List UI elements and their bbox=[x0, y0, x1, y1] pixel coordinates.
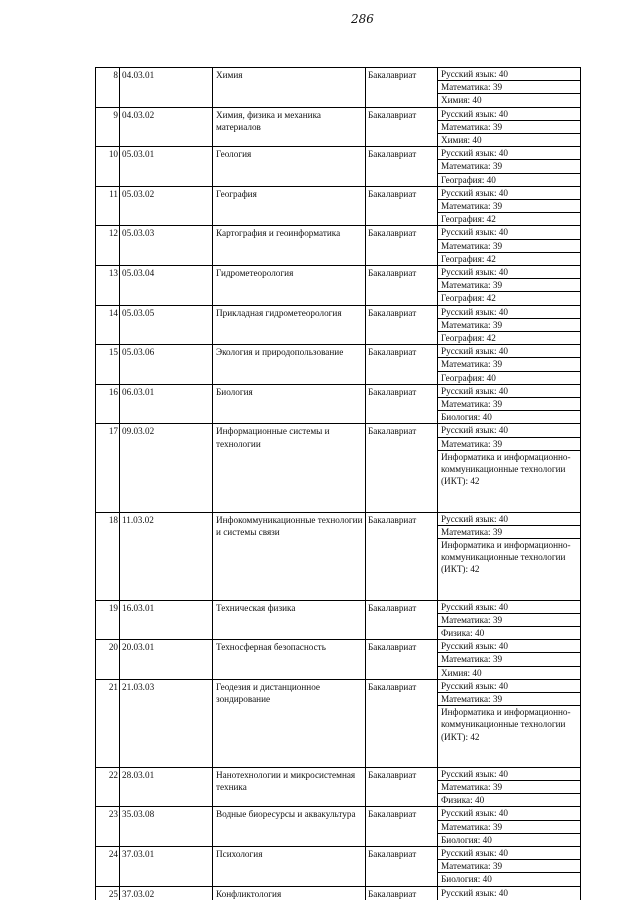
exam-requirement: Русский язык: 40 bbox=[441, 680, 508, 691]
exam-requirement: Русский язык: 40 bbox=[441, 187, 508, 198]
program-name: Биология bbox=[212, 385, 365, 424]
exam-requirement: Биология: 40 bbox=[438, 872, 580, 885]
table-row bbox=[95, 600, 581, 640]
exam-requirement: Русский язык: 40 bbox=[441, 148, 508, 159]
program-code: 04.03.02 bbox=[119, 108, 212, 147]
exam-requirement: География: 40 bbox=[438, 173, 580, 186]
exams-cell bbox=[437, 847, 581, 886]
exam-requirement: Математика: 39 bbox=[438, 652, 580, 665]
degree-level: Бакалавриат bbox=[365, 768, 437, 807]
page-number: 286 bbox=[351, 12, 374, 26]
exams-cell bbox=[437, 807, 581, 846]
program-code: 09.03.02 bbox=[119, 424, 212, 511]
program-code: 35.03.08 bbox=[119, 807, 212, 846]
exam-requirement: Русский язык: 40 bbox=[441, 425, 508, 436]
exam-requirement: Физика: 40 bbox=[438, 626, 580, 639]
exam-requirement: География: 42 bbox=[438, 212, 580, 225]
table-row bbox=[95, 146, 581, 186]
table-row bbox=[95, 846, 581, 886]
exams-cell bbox=[437, 601, 581, 640]
program-code: 06.03.01 bbox=[119, 385, 212, 424]
exam-requirement: Математика: 39 bbox=[438, 80, 580, 93]
table-row bbox=[95, 305, 581, 345]
degree-level: Бакалавриат bbox=[365, 68, 437, 107]
table-row bbox=[95, 186, 581, 226]
exams-cell bbox=[437, 187, 581, 226]
program-code: 28.03.01 bbox=[119, 768, 212, 807]
exams-cell bbox=[437, 226, 581, 265]
exam-requirement: Русский язык: 40 bbox=[441, 887, 508, 898]
exam-requirement: Информатика и информационно-коммуникационные технологии (ИКТ): 42 bbox=[438, 450, 580, 488]
degree-level: Бакалавриат bbox=[365, 807, 437, 846]
row-number: 20 bbox=[95, 640, 119, 679]
degree-level: Бакалавриат bbox=[365, 847, 437, 886]
program-name: Геология bbox=[212, 147, 365, 186]
row-number: 23 bbox=[95, 807, 119, 846]
row-number: 9 bbox=[95, 108, 119, 147]
exam-requirement: Математика: 39 bbox=[438, 692, 580, 705]
program-code: 05.03.01 bbox=[119, 147, 212, 186]
exam-requirement: Русский язык: 40 bbox=[441, 227, 508, 238]
exam-requirement: Математика: 39 bbox=[438, 613, 580, 626]
program-code: 04.03.01 bbox=[119, 68, 212, 107]
row-number: 24 bbox=[95, 847, 119, 886]
table-row bbox=[95, 67, 581, 107]
exams-cell bbox=[437, 147, 581, 186]
degree-level: Бакалавриат bbox=[365, 424, 437, 511]
exams-cell bbox=[437, 345, 581, 384]
exam-requirement: Математика: 39 bbox=[438, 397, 580, 410]
program-code: 37.03.02 bbox=[119, 887, 212, 900]
exam-requirement: Русский язык: 40 bbox=[441, 108, 508, 119]
exam-requirement: География: 42 bbox=[438, 331, 580, 344]
exam-requirement: Русский язык: 40 bbox=[441, 808, 508, 819]
exams-cell bbox=[437, 513, 581, 600]
exam-requirement: Русский язык: 40 bbox=[441, 601, 508, 612]
program-code: 05.03.02 bbox=[119, 187, 212, 226]
program-name: Химия, физика и механика материалов bbox=[212, 108, 365, 147]
degree-level: Бакалавриат bbox=[365, 187, 437, 226]
program-name: Картография и геоинформатика bbox=[212, 226, 365, 265]
degree-level: Бакалавриат bbox=[365, 513, 437, 600]
exam-requirement: Математика: 39 bbox=[438, 199, 580, 212]
exam-requirement: Химия: 40 bbox=[438, 666, 580, 679]
exam-requirement: Русский язык: 40 bbox=[441, 306, 508, 317]
table-row bbox=[95, 384, 581, 424]
exam-requirement: Химия: 40 bbox=[438, 133, 580, 146]
program-name: Химия bbox=[212, 68, 365, 107]
table-row bbox=[95, 107, 581, 147]
program-name: Геодезия и дистанционное зондирование bbox=[212, 680, 365, 767]
exam-requirement: Информатика и информационно-коммуникационные технологии (ИКТ): 42 bbox=[438, 705, 580, 743]
row-number: 15 bbox=[95, 345, 119, 384]
exams-cell bbox=[437, 385, 581, 424]
program-name: Водные биоресурсы и аквакультура bbox=[212, 807, 365, 846]
exam-requirement: Информатика и информационно-коммуникационные технологии (ИКТ): 42 bbox=[438, 538, 580, 576]
degree-level: Бакалавриат bbox=[365, 226, 437, 265]
exam-requirement: Математика: 39 bbox=[438, 239, 580, 252]
row-number: 17 bbox=[95, 424, 119, 511]
program-code: 11.03.02 bbox=[119, 513, 212, 600]
degree-level: Бакалавриат bbox=[365, 108, 437, 147]
exam-requirement: Математика: 39 bbox=[438, 318, 580, 331]
exams-cell bbox=[437, 424, 581, 511]
exam-requirement: Физика: 40 bbox=[438, 793, 580, 806]
exams-cell bbox=[437, 306, 581, 345]
admission-table bbox=[95, 67, 581, 900]
program-code: 16.03.01 bbox=[119, 601, 212, 640]
exam-requirement: Математика: 39 bbox=[438, 525, 580, 538]
exam-requirement: Биология: 40 bbox=[438, 833, 580, 846]
program-code: 05.03.03 bbox=[119, 226, 212, 265]
row-number: 12 bbox=[95, 226, 119, 265]
exam-requirement: Математика: 39 bbox=[438, 278, 580, 291]
exam-requirement: Математика: 39 bbox=[438, 437, 580, 450]
exam-requirement: Русский язык: 40 bbox=[441, 346, 508, 357]
row-number: 18 bbox=[95, 513, 119, 600]
table-row bbox=[95, 344, 581, 384]
exam-requirement: География: 40 bbox=[438, 371, 580, 384]
exams-cell bbox=[437, 266, 581, 305]
exam-requirement: География: 42 bbox=[438, 252, 580, 265]
program-code: 21.03.03 bbox=[119, 680, 212, 767]
exam-requirement: Математика: 39 bbox=[438, 780, 580, 793]
table-row bbox=[95, 639, 581, 679]
table-row bbox=[95, 806, 581, 846]
table-row bbox=[95, 225, 581, 265]
row-number: 14 bbox=[95, 306, 119, 345]
program-code: 20.03.01 bbox=[119, 640, 212, 679]
degree-level: Бакалавриат bbox=[365, 680, 437, 767]
degree-level: Бакалавриат bbox=[365, 147, 437, 186]
row-number: 19 bbox=[95, 601, 119, 640]
exam-requirement: Математика: 39 bbox=[438, 859, 580, 872]
exam-requirement: Русский язык: 40 bbox=[441, 385, 508, 396]
degree-level: Бакалавриат bbox=[365, 887, 437, 900]
exam-requirement: Математика: 39 bbox=[438, 159, 580, 172]
program-name: Гидрометеорология bbox=[212, 266, 365, 305]
degree-level: Бакалавриат bbox=[365, 266, 437, 305]
program-name: Конфликтология bbox=[212, 887, 365, 900]
table-row bbox=[95, 886, 581, 900]
program-name: Инфокоммуникационные технологии и системы связи bbox=[212, 513, 365, 600]
exam-requirement: Русский язык: 40 bbox=[441, 513, 508, 524]
row-number: 13 bbox=[95, 266, 119, 305]
program-name: Техносферная безопасность bbox=[212, 640, 365, 679]
exam-requirement: Биология: 40 bbox=[438, 410, 580, 423]
exams-cell bbox=[437, 768, 581, 807]
exams-cell bbox=[437, 640, 581, 679]
program-name: Прикладная гидрометеорология bbox=[212, 306, 365, 345]
degree-level: Бакалавриат bbox=[365, 601, 437, 640]
exams-cell bbox=[437, 68, 581, 107]
exam-requirement: Математика: 39 bbox=[438, 120, 580, 133]
exam-requirement: Русский язык: 40 bbox=[441, 69, 508, 79]
program-code: 05.03.05 bbox=[119, 306, 212, 345]
exams-cell bbox=[437, 108, 581, 147]
program-name: Экология и природопользование bbox=[212, 345, 365, 384]
program-code: 05.03.06 bbox=[119, 345, 212, 384]
degree-level: Бакалавриат bbox=[365, 345, 437, 384]
degree-level: Бакалавриат bbox=[365, 306, 437, 345]
row-number: 8 bbox=[95, 68, 119, 107]
program-name: Нанотехнологии и микросистемная техника bbox=[212, 768, 365, 807]
exams-cell bbox=[437, 680, 581, 767]
row-number: 25 bbox=[95, 887, 119, 900]
row-number: 11 bbox=[95, 187, 119, 226]
exam-requirement: Русский язык: 40 bbox=[441, 267, 508, 278]
row-number: 21 bbox=[95, 680, 119, 767]
program-name: Информационные системы и технологии bbox=[212, 424, 365, 511]
table-row bbox=[95, 512, 581, 600]
table-row bbox=[95, 767, 581, 807]
exam-requirement: Русский язык: 40 bbox=[441, 641, 508, 652]
exam-requirement: Русский язык: 40 bbox=[441, 768, 508, 779]
degree-level: Бакалавриат bbox=[365, 385, 437, 424]
table-row bbox=[95, 265, 581, 305]
program-name: География bbox=[212, 187, 365, 226]
exam-requirement: Математика: 39 bbox=[438, 820, 580, 833]
exams-cell bbox=[437, 887, 581, 900]
row-number: 10 bbox=[95, 147, 119, 186]
program-code: 37.03.01 bbox=[119, 847, 212, 886]
program-name: Техническая физика bbox=[212, 601, 365, 640]
exam-requirement: Химия: 40 bbox=[438, 93, 580, 106]
degree-level: Бакалавриат bbox=[365, 640, 437, 679]
row-number: 22 bbox=[95, 768, 119, 807]
row-number: 16 bbox=[95, 385, 119, 424]
exam-requirement: Математика: 39 bbox=[438, 357, 580, 370]
table-row bbox=[95, 679, 581, 767]
exam-requirement: Русский язык: 40 bbox=[441, 847, 508, 858]
table-row bbox=[95, 423, 581, 511]
program-name: Психология bbox=[212, 847, 365, 886]
exam-requirement: География: 42 bbox=[438, 291, 580, 304]
program-code: 05.03.04 bbox=[119, 266, 212, 305]
